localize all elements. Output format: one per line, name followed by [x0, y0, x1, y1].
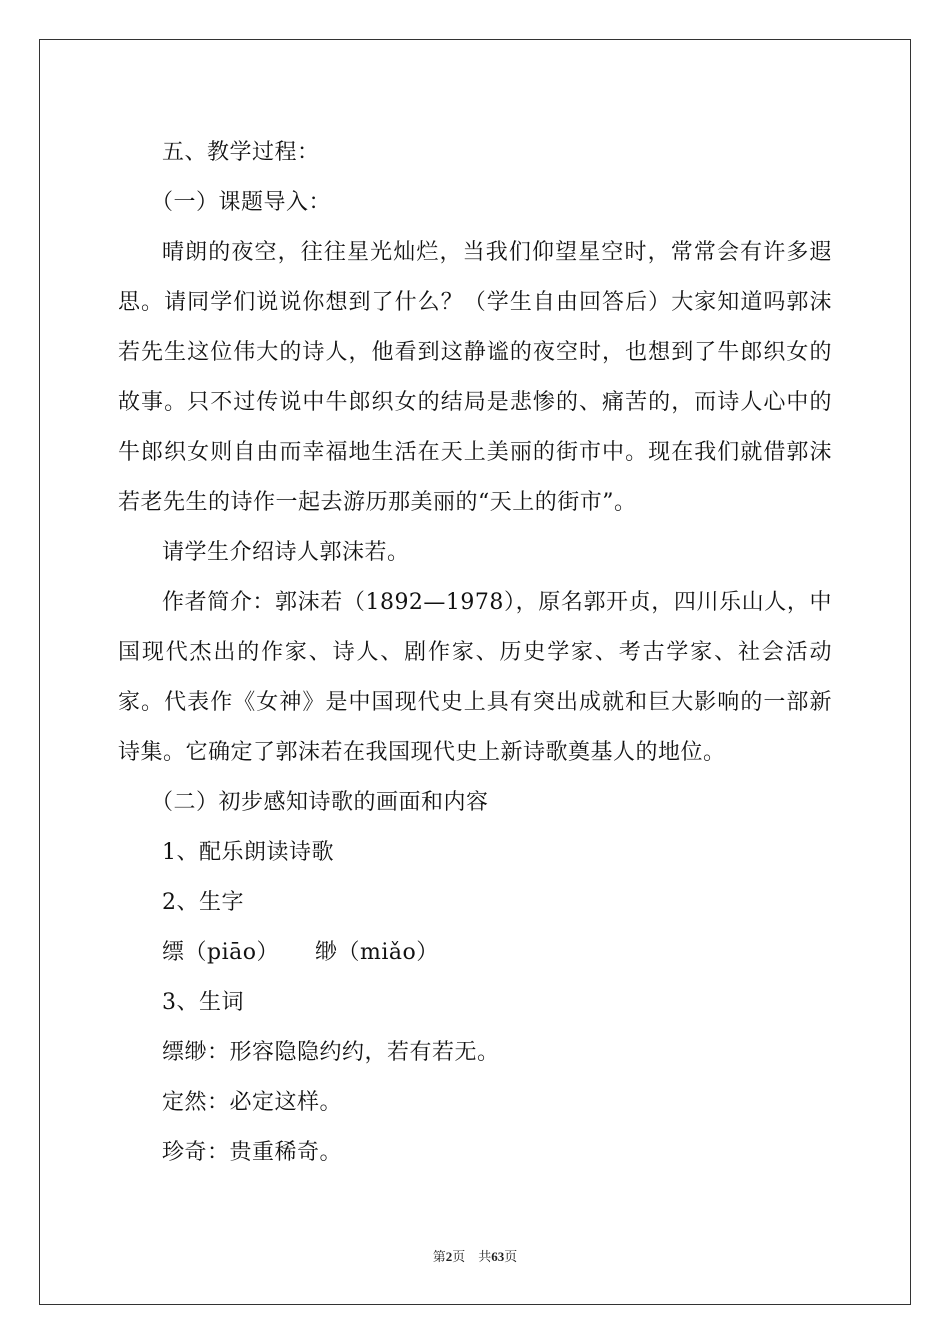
list-item-1: 1、配乐朗读诗歌 [162, 840, 334, 865]
footer-total-suffix: 页 [504, 1249, 518, 1264]
page-footer [0, 1246, 950, 1265]
footer-total-prefix: 共 [478, 1249, 492, 1264]
document-body [118, 128, 832, 1178]
intro-paragraph: 晴朗的夜空，往往星光灿烂，当我们仰望星空时，常常会有许多遐思。请同学们说说你想到了什么？（学生自由回答后）大家知道吗郭沫若先生这位伟大的诗人，他看到这静谧的夜空时，也想到了牛郎织女的故事。只不过传说中牛郎织女的结局是悲惨的、痛苦的，而诗人心中的牛郎织女则自由而幸福地生活在天上美丽的街市中。现在我们就借郭沫若老先生的诗作一起去游历那美丽的“天上的街市”。 [118, 240, 832, 515]
word-definition-3: 珍奇：贵重稀奇。 [162, 1140, 343, 1165]
ask-intro-line: 请学生介绍诗人郭沫若。 [162, 540, 410, 565]
author-paragraph: 作者简介：郭沫若（1892—1978），原名郭开贞，四川乐山人，中国现代杰出的作家、诗人、剧作家、历史学家、考古学家、社会活动家。代表作《女神》是中国现代史上具有突出成就和巨大影响的一部新诗集。它确定了郭沫若在我国现代史上新诗歌奠基人的地位。 [118, 590, 832, 765]
new-characters-line [118, 928, 832, 978]
word-definition-1: 缥缈：形容隐隐约约，若有若无。 [162, 1040, 500, 1065]
list-item-3: 3、生词 [162, 990, 244, 1015]
section-heading: 五、教学过程： [162, 140, 320, 165]
char-piao: 缥（piāo） [162, 940, 279, 965]
list-item-2: 2、生字 [162, 890, 244, 915]
footer-total-number: 63 [491, 1249, 505, 1264]
footer-page-number: 2 [445, 1249, 453, 1264]
footer-page-prefix: 第 [432, 1249, 446, 1264]
word-definition-2: 定然：必定这样。 [162, 1090, 343, 1115]
footer-page-suffix: 页 [452, 1249, 466, 1264]
subheading-intro: （一）课题导入： [151, 190, 332, 215]
char-miao: 缈（miǎo） [314, 940, 439, 965]
subheading-perceive: （二）初步感知诗歌的画面和内容 [151, 790, 489, 815]
